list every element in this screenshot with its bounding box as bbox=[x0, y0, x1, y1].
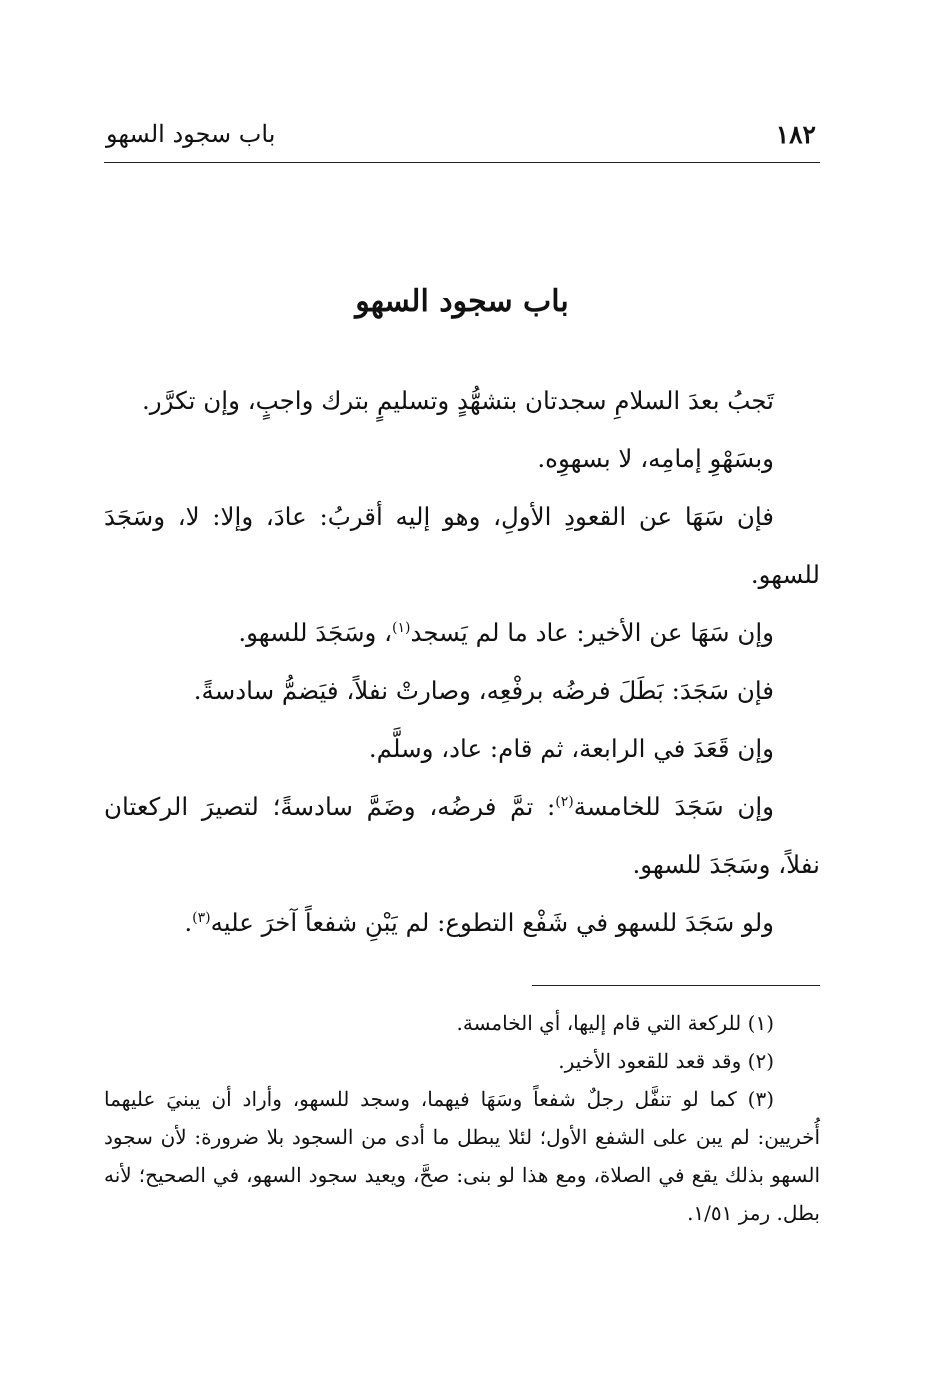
page-number: ١٨٢ bbox=[775, 120, 816, 149]
footnote-marker: (٢) bbox=[555, 793, 574, 810]
paragraph: وإن سَجَدَ للخامسة$^{(٢)}$: تمَّ فرضُه، وضَمَّ سادسةً؛ لتصيرَ الركعتان نفلاً، وسَجَدَ للسهو. bbox=[104, 792, 820, 879]
paragraph: وإن قَعَدَ في الرابعة، ثم قام: عاد، وسلَّم. bbox=[368, 734, 774, 763]
paragraph: فإن سَهَا عن القعودِ الأولِ، وهو إليه أقربُ: عادَ، وإلا: لا، وسَجَدَ للسهو. bbox=[104, 502, 820, 589]
footnote: (١) للركعة التي قام إليها، أي الخامسة. bbox=[456, 1011, 774, 1035]
paragraph: تَجبُ بعدَ السلامِ سجدتان بتشهُّدٍ وتسليمٍ بترك واجبٍ، وإن تكرَّر. bbox=[142, 386, 774, 415]
footnote: (٣) كما لو تنفَّل رجلٌ شفعاً وسَهَا فيهما، وسجد للسهو، وأراد أن يبنيَ عليهما أُخريين: لم يبن على الشفع الأول؛ لئلا يبطل ما أدى من السجود بلا ضرورة: لأن سجود السهو بذلك يقع في الصلاة، ومع هذا لو بنى: صحَّ، ويعيد سجود السهو، في الصحيح؛ لأنه بطل. رمز ١/٥١. bbox=[104, 1087, 820, 1225]
footnote-separator bbox=[532, 985, 820, 986]
paragraph: وبسَهْوِ إمامِه، لا بسهوِه. bbox=[537, 444, 774, 473]
page-header bbox=[104, 118, 820, 163]
chapter-title: باب سجود السهو bbox=[355, 284, 569, 319]
paragraph: ولو سَجَدَ للسهو في شَفْع التطوع: لم يَبْنِ شفعاً آخرَ عليه$^{(٣)}$. bbox=[184, 908, 774, 937]
footnote-marker: (٣) bbox=[192, 909, 211, 926]
footnote: (٢) وقد قعد للقعود الأخير. bbox=[558, 1049, 774, 1073]
footnotes bbox=[104, 1004, 820, 1232]
running-title: باب سجود السهو bbox=[106, 120, 276, 148]
paragraph: وإن سَهَا عن الأخير: عاد ما لم يَسجد$^{(١)}$، وسَجَدَ للسهو. bbox=[238, 618, 774, 647]
main-text bbox=[104, 372, 820, 952]
paragraph: فإن سَجَدَ: بَطَلَ فرضُه برفْعِه، وصارتْ نفلاً، فيَضمُّ سادسةً. bbox=[193, 676, 774, 705]
footnote-marker: (١) bbox=[392, 619, 411, 636]
